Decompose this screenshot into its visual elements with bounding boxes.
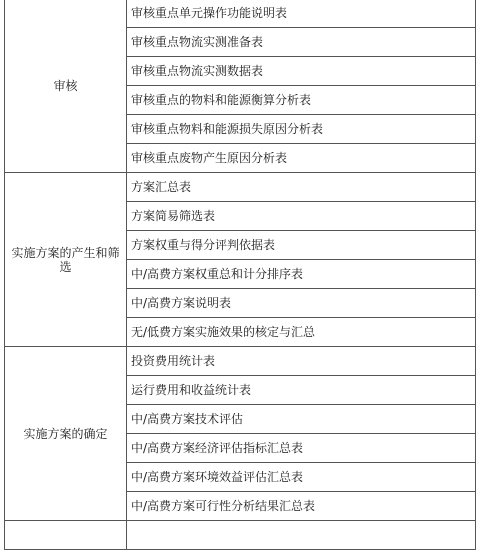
stage-cell-determination: 实施方案的确定 (5, 347, 127, 521)
table-row (5, 521, 476, 550)
form-name-cell: 中/高费方案环境效益评估汇总表 (127, 463, 476, 492)
form-name-cell: 审核重点废物产生原因分析表 (127, 144, 476, 173)
form-name-cell: 方案权重与得分评判依据表 (127, 231, 476, 260)
form-name-cell: 中/高费方案技术评估 (127, 405, 476, 434)
form-name-cell: 方案汇总表 (127, 173, 476, 202)
audit-forms-table (4, 0, 476, 550)
form-name-cell: 中/高费方案说明表 (127, 289, 476, 318)
table-row (5, 0, 476, 28)
form-name-cell: 无/低费方案实施效果的核定与汇总 (127, 318, 476, 347)
table-row (5, 347, 476, 376)
form-name-cell (127, 521, 476, 550)
form-name-cell: 中/高费方案经济评估指标汇总表 (127, 434, 476, 463)
form-name-cell: 审核重点的物料和能源衡算分析表 (127, 86, 476, 115)
stage-cell-continued (5, 521, 127, 550)
form-name-cell: 中/高费方案权重总和计分排序表 (127, 260, 476, 289)
form-name-cell: 中/高费方案可行性分析结果汇总表 (127, 492, 476, 521)
stage-cell-generation-screening: 实施方案的产生和筛选 (5, 173, 127, 347)
form-name-cell: 审核重点单元操作功能说明表 (127, 0, 476, 28)
form-name-cell: 审核重点物料和能源损失原因分析表 (127, 115, 476, 144)
table-body (5, 0, 476, 550)
form-name-cell: 投资费用统计表 (127, 347, 476, 376)
table-row (5, 173, 476, 202)
form-name-cell: 审核重点物流实测准备表 (127, 28, 476, 57)
stage-cell-audit: 审核 (5, 0, 127, 173)
form-name-cell: 运行费用和收益统计表 (127, 376, 476, 405)
form-name-cell: 方案简易筛选表 (127, 202, 476, 231)
form-name-cell: 审核重点物流实测数据表 (127, 57, 476, 86)
